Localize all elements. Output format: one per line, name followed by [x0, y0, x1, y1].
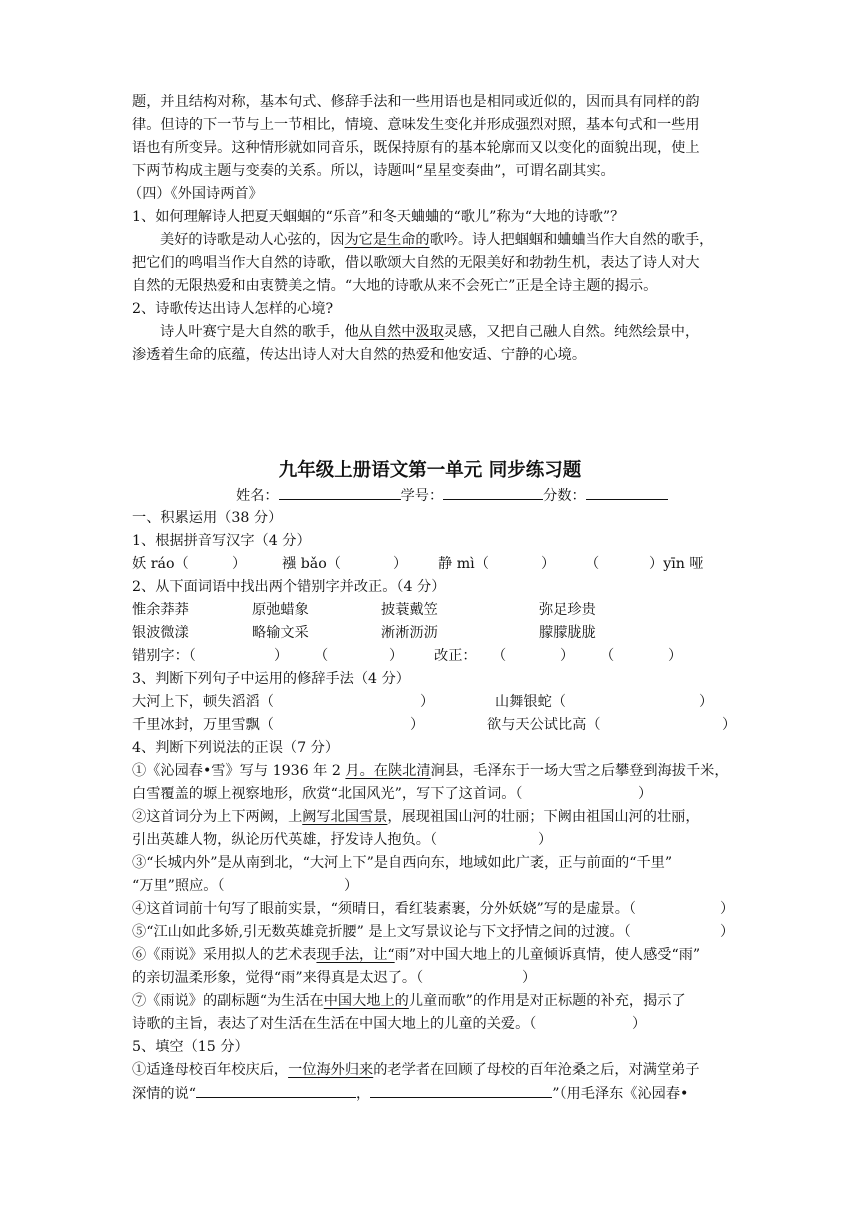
word: 淅淅沥沥 [381, 625, 438, 641]
text: 诗人叶赛宁是大自然的歌手，他 [160, 324, 359, 340]
text: “万里”照应。（ [132, 878, 225, 894]
underlined-text: 月。在陕北清 [345, 763, 431, 779]
statement-line [132, 806, 732, 829]
answer-line: 自然的无限热爱和由衷赞美之情。“大地的诗歌从来不会死亡”正是全诗主题的揭示。 [132, 278, 658, 294]
rhetoric-row [132, 691, 732, 714]
word: 银波微漾 [132, 625, 189, 641]
paren: ） [699, 694, 714, 710]
word: 朦朦胧胧 [539, 625, 596, 641]
text: 灵感，又把自己融人自然。纯然绘景中， [443, 324, 700, 340]
name-label: 姓名： [236, 488, 279, 504]
word: 略输文采 [252, 625, 309, 641]
underlined-text: 为它是生命的 [344, 232, 430, 248]
text: ， [356, 1086, 371, 1102]
question: 1、根据拼音写汉字（4 分） [132, 533, 311, 549]
paren: ） [410, 717, 425, 733]
statement-line [132, 829, 732, 852]
word-row [132, 622, 732, 645]
underlined-text: 阙写北国雪景 [302, 809, 388, 825]
text: ④这首词前十句写了眼前实景，“须晴日，看红装素裹，分外妖娆”写的是虚景。（ [132, 901, 636, 917]
question: 5、填空（15 分） [132, 1039, 249, 1055]
paren: ） [344, 878, 359, 894]
pinyin-item: 妖 ráo（ [132, 556, 189, 572]
exam-title: 九年级上册语文第一单元 同步练习题 [278, 460, 582, 481]
name-blank[interactable] [279, 484, 401, 500]
paren: ） [720, 924, 735, 940]
text: 儿童而歌”的作用是对正标题的补充，揭示了 [408, 993, 686, 1009]
id-label: 学号： [400, 488, 444, 504]
fill-blank[interactable] [370, 1082, 552, 1098]
paren: ） [722, 717, 737, 733]
statement-line [132, 967, 732, 990]
word: 弥足珍贵 [539, 602, 596, 618]
pinyin-item: 襁 bǎo（ [282, 556, 341, 572]
text: 诗歌的主旨，表达了对生活在生活在中国大地上的儿童的关爱。（ [132, 1016, 537, 1032]
label: 改正： [434, 648, 477, 664]
paren: ） [638, 786, 653, 802]
word: 惟余莽莽 [132, 602, 189, 618]
statement-line [132, 921, 735, 944]
word: 原弛蜡象 [252, 602, 309, 618]
sentence: 山舞银蛇（ [495, 694, 566, 710]
statement-line [132, 875, 732, 898]
paren: ） [389, 648, 404, 664]
paren: （ [600, 648, 615, 664]
label: 错别字：（ [132, 648, 196, 664]
intro-line: 下两节构成主题与变奏的关系。所以，诗题叫“星星变奏曲”，可谓名副其实。 [132, 163, 615, 179]
paren: ） [522, 970, 537, 986]
word: 披蓑戴笠 [381, 602, 438, 618]
underlined-text: 中国大地上的 [323, 993, 409, 1009]
score-label: 分数： [543, 488, 586, 504]
pinyin-item-close: ） [541, 556, 556, 572]
sentence: 欲与天公试比高（ [487, 717, 601, 733]
pinyin-item: （ [585, 556, 600, 572]
question: 4、判断下列说法的正误（7 分） [132, 740, 340, 756]
score-blank[interactable] [586, 484, 668, 500]
rhetoric-row [132, 714, 737, 737]
paren: ） [720, 901, 735, 917]
question: 2、从下面词语中找出两个错别字并改正。（4 分） [132, 579, 446, 595]
answer-line: 把它们的鸣唱当作大自然的诗歌，借以歌颂大自然的无限美好和勃勃生机，表达了诗人对大 [132, 255, 700, 271]
text: 的亲切温柔形象，觉得“雨”来得真是太迟了。（ [132, 970, 424, 986]
statement-line [132, 990, 732, 1013]
text: 深情的说“ [132, 1086, 197, 1102]
intro-line: 题，并且结构对称，基本句式、修辞手法和一些用语也是相同或近似的，因而具有同样的韵 [132, 94, 700, 110]
sentence: 大河上下，顿失滔滔（ [132, 694, 274, 710]
answer-line: 渗透着生命的底蕴，传达出诗人对大自然的热爱和他安适、宁静的心境。 [132, 347, 587, 363]
underlined-text: 从自然中汲取 [358, 324, 444, 340]
answer-line [160, 229, 760, 252]
text: ①《沁园春•雪》写与 1936 年 2 [132, 763, 346, 779]
statement-line [132, 1013, 732, 1036]
answer-line [160, 321, 760, 344]
text: 引出英雄人物，纵论历代英雄，抒发诗人抱负。（ [132, 832, 438, 848]
answer-row [132, 645, 732, 668]
paren: （ [492, 648, 507, 664]
paren: ） [274, 648, 289, 664]
paren: ） [632, 1016, 647, 1032]
student-info-line [236, 484, 836, 507]
section-heading: （四）《外国诗两首》 [128, 186, 263, 202]
statement-line [132, 898, 735, 921]
paren: ） [538, 832, 553, 848]
text: 涧县，毛泽东于一场大雪之后攀登到海拔千米， [430, 763, 729, 779]
fill-line [132, 1059, 732, 1082]
paren: ） [560, 648, 575, 664]
pinyin-item-close: ）yīn 哑 [649, 556, 704, 572]
underlined-text: 一位海外归来 [288, 1062, 374, 1078]
paren: （ [314, 648, 329, 664]
statement-line [132, 944, 732, 967]
pinyin-item-close: ） [393, 556, 408, 572]
text: 歌吟。诗人把蝈蝈和蛐蛐当作大自然的歌手， [429, 232, 714, 248]
statement-line: ③“长城内外”是从南到北，“大河上下”是自西向东，地域如此广袤，正与前面的“千里” [132, 855, 673, 871]
text: ②这首词分为上下两阙，上 [132, 809, 303, 825]
paren: ） [668, 648, 683, 664]
text: 白雪覆盖的塬上视察地形，欣赏“北国风光”，写下了这首词。（ [132, 786, 523, 802]
statement-line [132, 783, 732, 806]
fill-line [132, 1082, 732, 1105]
intro-line: 语也有所变异。这种情形就如同音乐，既保持原有的基本轮廓而又以变化的面貌出现，使上 [132, 140, 700, 156]
text: ①适逢母校百年校庆后， [132, 1062, 289, 1078]
text: 雨”对中国大地上的儿童倾诉真情，使人感受“雨” [394, 947, 701, 963]
question: 1、如何理解诗人把夏天蝈蝈的“乐音”和冬天蛐蛐的“歌儿”称为“大地的诗歌”？ [132, 209, 625, 225]
text: ⑥《雨说》采用拟人的艺术表 [132, 947, 317, 963]
pinyin-item: 静 mì（ [438, 556, 489, 572]
pinyin-row [132, 553, 732, 576]
text: ⑦《雨说》的副标题“为生活在 [132, 993, 324, 1009]
sentence: 千里冰封，万里雪飘（ [132, 717, 274, 733]
text: 的老学者在回顾了母校的百年沧桑之后，对满堂弟子 [373, 1062, 700, 1078]
part-heading: 一、积累运用（38 分） [132, 510, 283, 526]
pinyin-item-close: ） [232, 556, 247, 572]
text: ，展现祖国山河的壮丽；下阙由祖国山河的壮丽， [387, 809, 700, 825]
question: 2、诗歌传达出诗人怎样的心境? [132, 301, 334, 317]
text: ”（用毛泽东《沁园春• [552, 1086, 689, 1102]
paren: ） [420, 694, 435, 710]
statement-line [132, 760, 732, 783]
word-row [132, 599, 732, 622]
text: 美好的诗歌是动人心弦的，因 [160, 232, 345, 248]
text: ⑤“江山如此多娇,引无数英雄竞折腰” 是上文写景议论与下文抒情之间的过渡。（ [132, 924, 631, 940]
id-blank[interactable] [443, 484, 543, 500]
intro-line: 律。但诗的下一节与上一节相比，情境、意味发生变化并形成强烈对照，基本句式和一些用 [132, 117, 700, 133]
underlined-text: 现手法，让“ [316, 947, 395, 963]
fill-blank[interactable] [196, 1082, 356, 1098]
question: 3、判断下列句子中运用的修辞手法（4 分） [132, 671, 410, 687]
